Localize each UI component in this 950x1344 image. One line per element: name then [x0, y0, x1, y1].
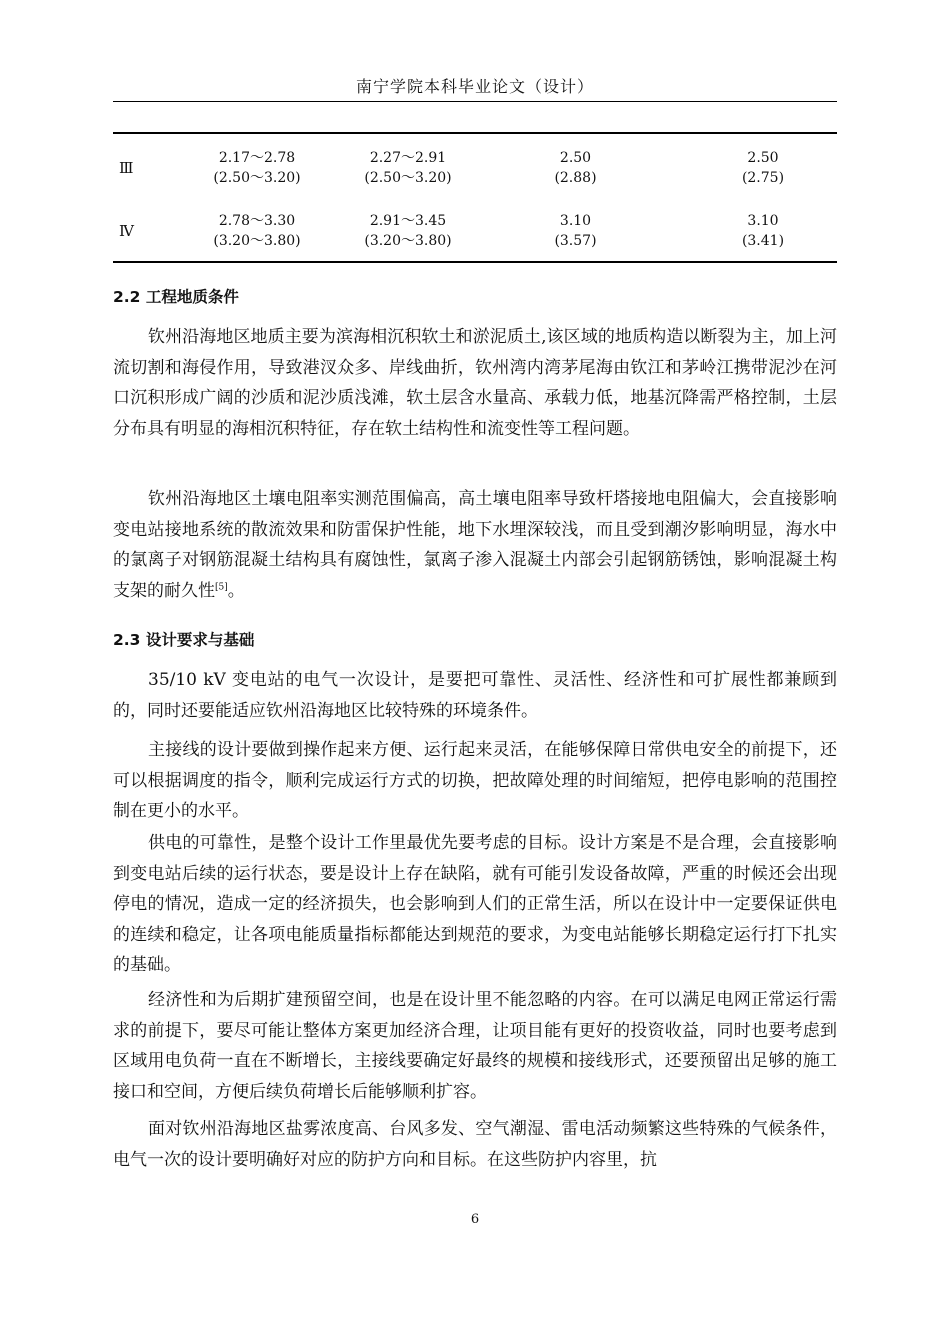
table-cell: 3.10 (3.41) — [741, 213, 785, 249]
page-header: 南宁学院本科毕业论文（设计） — [355, 77, 594, 96]
paragraph: 主接线的设计要做到操作起来方便、运行起来灵活，在能够保障日常供电安全的前提下，还可以根据调度的指令，顺利完成运行方式的切换，把故障处理的时间缩短，把停电影响的范围控制在更小的水平。 — [113, 740, 837, 821]
table-cell-grade: Ⅲ — [119, 159, 134, 177]
table-cell: 3.10 (3.57) — [554, 213, 597, 249]
section-heading: 2.3 设计要求与基础 — [113, 631, 255, 649]
table-cell: 2.78～3.30 (3.20～3.80) — [213, 213, 301, 249]
table-row — [113, 211, 837, 251]
table-row — [113, 148, 837, 188]
table-cell: 2.27～2.91 (2.50～3.20) — [364, 150, 452, 186]
paragraph: 面对钦州沿海地区盐雾浓度高、台风多发、空气潮湿、雷电活动频繁这些特殊的气候条件，电气一次的设计要明确好对应的防护方向和目标。在这些防护内容里，抗 — [113, 1119, 837, 1170]
table-bottom-rule — [113, 261, 837, 263]
table-cell: 2.50 (2.88) — [554, 150, 597, 186]
table-cell: 2.50 (2.75) — [741, 150, 785, 186]
section-heading: 2.2 工程地质条件 — [113, 288, 239, 306]
table-cell: 2.91～3.45 (3.20～3.80) — [364, 213, 452, 249]
page-number: 6 — [470, 1212, 480, 1227]
paragraph: 经济性和为后期扩建预留空间，也是在设计里不能忽略的内容。在可以满足电网正常运行需求的前提下，要尽可能让整体方案更加经济合理，让项目能有更好的投资收益，同时也要考虑到区域用电负荷一直在不断增长，主接线要确定好最终的规模和接线形式，还要预留出足够的施工接口和空间，方便后续负荷增长后能够顺利扩容。 — [113, 990, 837, 1102]
table-cell: 2.17～2.78 (2.50～3.20) — [213, 150, 301, 186]
citation: [5] — [215, 581, 228, 592]
table-cell-grade: Ⅳ — [119, 222, 134, 240]
paragraph: 35/10 kV 变电站的电气一次设计，是要把可靠性、灵活性、经济性和可扩展性都兼顾到的，同时还要能适应钦州沿海地区比较特殊的环境条件。 — [113, 670, 837, 721]
table-top-rule — [113, 132, 837, 134]
paragraph: 钦州沿海地区地质主要为滨海相沉积软土和淤泥质土,该区域的地质构造以断裂为主，加上河流切割和海侵作用，导致港汊众多、岸线曲折，钦州湾内湾茅尾海由钦江和茅岭江携带泥沙在河口沉积形成广阔的沙质和泥沙质浅滩，软土层含水量高、承载力低，地基沉降需严格控制，土层分布具有明显的海相沉积特征，存在软土结构性和流变性等工程问题。 — [113, 327, 837, 439]
paragraph: 钦州沿海地区土壤电阻率实测范围偏高，高土壤电阻率导致杆塔接地电阻偏大，会直接影响变电站接地系统的散流效果和防雷保护性能，地下水埋深较浅，而且受到潮汐影响明显，海水中的氯离子对钢筋混凝土结构具有腐蚀性，氯离子渗入混凝土内部会引起钢筋锈蚀，影响混凝土构支架的耐久性[5]。 — [113, 489, 837, 601]
paragraph: 供电的可靠性，是整个设计工作里最优先要考虑的目标。设计方案是不是合理，会直接影响到变电站后续的运行状态，要是设计上存在缺陷，就有可能引发设备故障，严重的时候还会出现停电的情况，造成一定的经济损失，也会影响到人们的正常生活，所以在设计中一定要保证供电的连续和稳定，让各项电能质量指标都能达到规范的要求，为变电站能够长期稳定运行打下扎实的基础。 — [113, 833, 837, 975]
header-rule — [113, 101, 837, 102]
